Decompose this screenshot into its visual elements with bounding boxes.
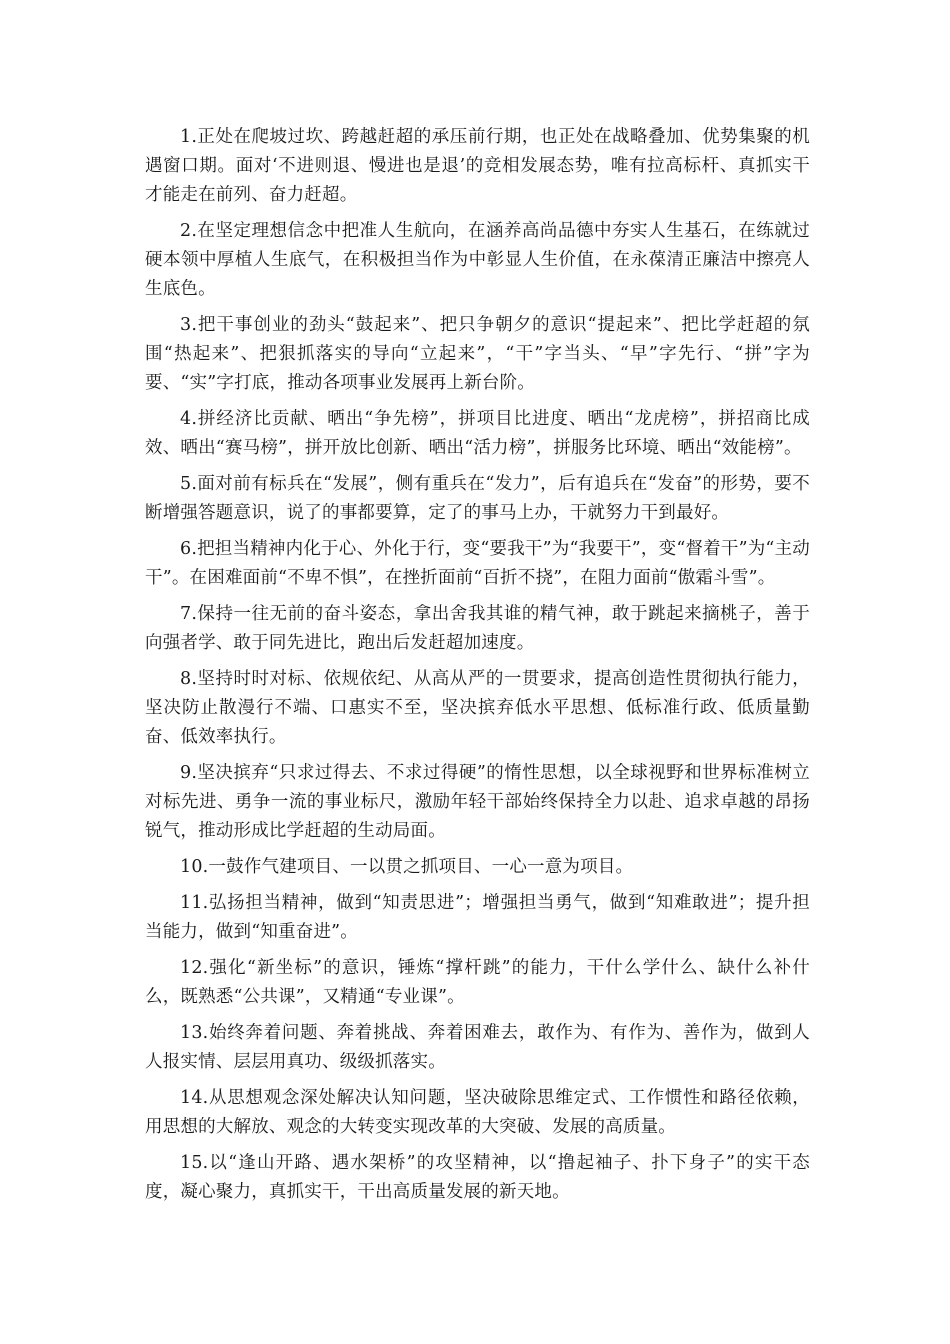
paragraph-13: 13.始终奔着问题、奔着挑战、奔着困难去，敢作为、有作为、善作为，做到人人报实情、层层用真功、级级抓落实。 <box>145 1023 810 1072</box>
document-body <box>145 123 810 1214</box>
paragraph-15: 15.以“逢山开路、遇水架桥”的攻坚精神，以“撸起袖子、扑下身子”的实干态度，凝心聚力，真抓实干，干出高质量发展的新天地。 <box>145 1153 810 1202</box>
paragraph-5: 5.面对前有标兵在“发展”，侧有重兵在“发力”，后有追兵在“发奋”的形势，要不断增强答题意识，说了的事都要算，定了的事马上办，干就努力干到最好。 <box>145 474 810 523</box>
paragraph-6: 6.把担当精神内化于心、外化于行，变“要我干”为“我要干”，变“督着干”为“主动干”。在困难面前“不卑不惧”，在挫折面前“百折不挠”，在阻力面前“傲霜斗雪”。 <box>145 539 810 588</box>
paragraph-1: 1.正处在爬坡过坎、跨越赶超的承压前行期，也正处在战略叠加、优势集聚的机遇窗口期。面对‘不进则退、慢进也是退’的竞相发展态势，唯有拉高标杆、真抓实干才能走在前列、奋力赶超。 <box>145 127 810 205</box>
paragraph-12: 12.强化“新坐标”的意识，锤炼“撑杆跳”的能力，干什么学什么、缺什么补什么，既熟悉“公共课”，又精通“专业课”。 <box>145 958 810 1007</box>
paragraph-4: 4.拼经济比贡献、晒出“争先榜”，拼项目比进度、晒出“龙虎榜”，拼招商比成效、晒出“赛马榜”，拼开放比创新、晒出“活力榜”，拼服务比环境、晒出“效能榜”。 <box>145 409 810 458</box>
paragraph-8: 8.坚持时时对标、依规依纪、从高从严的一贯要求，提高创造性贯彻执行能力，坚决防止散漫行不端、口惠实不至，坚决摈弃低水平思想、低标准行政、低质量勤奋、低效率执行。 <box>145 669 810 747</box>
paragraph-14: 14.从思想观念深处解决认知问题，坚决破除思维定式、工作惯性和路径依赖，用思想的大解放、观念的大转变实现改革的大突破、发展的高质量。 <box>145 1088 810 1137</box>
paragraph-7: 7.保持一往无前的奋斗姿态，拿出舍我其谁的精气神，敢于跳起来摘桃子，善于向强者学、敢于同先进比，跑出后发赶超加速度。 <box>145 604 810 653</box>
paragraph-9: 9.坚决摈弃“只求过得去、不求过得硬”的惰性思想，以全球视野和世界标准树立对标先进、勇争一流的事业标尺，激励年轻干部始终保持全力以赴、追求卓越的昂扬锐气，推动形成比学赶超的生动局面。 <box>145 763 810 841</box>
paragraph-3: 3.把干事创业的劲头“鼓起来”、把只争朝夕的意识“提起来”、把比学赶超的氛围“热起来”、把狠抓落实的导向“立起来”，“干”字当头、“早”字先行、“拼”字为要、“实”字打底，推动各项事业发展再上新台阶。 <box>145 315 810 393</box>
paragraph-2: 2.在坚定理想信念中把准人生航向，在涵养高尚品德中夯实人生基石，在练就过硬本领中厚植人生底气，在积极担当作为中彰显人生价值，在永葆清正廉洁中擦亮人生底色。 <box>145 221 810 299</box>
paragraph-11: 11.弘扬担当精神，做到“知责思进”；增强担当勇气，做到“知难敢进”；提升担当能力，做到“知重奋进”。 <box>145 893 810 942</box>
paragraph-10: 10.一鼓作气建项目、一以贯之抓项目、一心一意为项目。 <box>180 857 634 877</box>
